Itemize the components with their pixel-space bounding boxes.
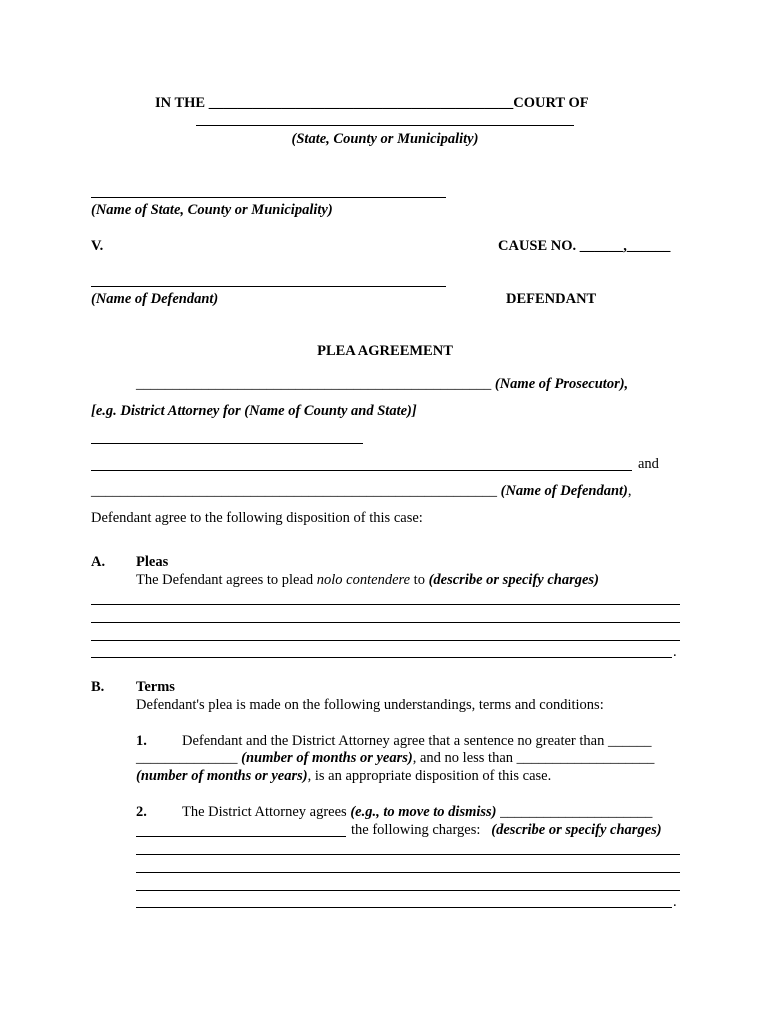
charges-caption: (describe or specify charges) — [428, 572, 599, 588]
pleas-text-to: to — [413, 572, 425, 588]
section-b-heading: Terms — [136, 679, 175, 695]
charges-period: . — [673, 644, 677, 660]
plaintiff-caption: (Name of State, County or Municipality) — [91, 202, 333, 218]
dismiss-charges-line-4[interactable] — [136, 907, 672, 908]
item-1-ending: , is an appropriate disposition of this case. — [307, 768, 552, 784]
state-line[interactable] — [196, 125, 574, 126]
and-word: and — [638, 456, 659, 472]
charges-line-2[interactable] — [91, 622, 680, 623]
pleas-text — [136, 572, 599, 589]
defendant-row — [91, 483, 632, 500]
dismiss-example: (e.g., to move to dismiss) — [350, 804, 497, 820]
prosecutor-caption: (Name of Prosecutor), — [494, 376, 629, 392]
max-sentence-blank[interactable]: ______________ — [136, 750, 238, 766]
court-name-blank[interactable]: __________________________________________ — [208, 95, 514, 111]
item-2-number: 2. — [136, 804, 147, 820]
charges-line-4[interactable] — [91, 657, 672, 658]
terms-intro: Defendant's plea is made on the following understandings, terms and conditions: — [136, 697, 604, 713]
describe-charges-caption: (describe or specify charges) — [491, 822, 662, 838]
section-a-letter: A. — [91, 554, 106, 570]
dismiss-charges-line-2[interactable] — [136, 872, 680, 873]
dismiss-charges-line-1[interactable] — [136, 854, 680, 855]
versus-label: V. — [91, 238, 104, 254]
defendant-blank[interactable]: ________________________________________________________ — [91, 483, 497, 499]
da-agrees-text: The District Attorney agrees — [182, 804, 347, 820]
page-title: PLEA AGREEMENT — [317, 343, 453, 359]
item-1-line-3 — [136, 768, 551, 785]
item-1-number: 1. — [136, 733, 147, 749]
item-1-line-2 — [136, 750, 654, 767]
charges-line-3[interactable] — [91, 640, 680, 641]
min-sentence-text: , and no less than ___________________ — [412, 750, 655, 766]
prosecutor-example: [e.g. District Attorney for (Name of County and State)] — [91, 403, 417, 419]
defendant-caption: (Name of Defendant) — [91, 291, 219, 307]
item-1-line-1: Defendant and the District Attorney agree that a sentence no greater than ______ — [182, 733, 652, 749]
following-charges-text: the following charges: — [351, 822, 481, 838]
defendant-label: DEFENDANT — [506, 291, 597, 307]
nolo-contendere: nolo contendere — [316, 572, 411, 588]
action-blank[interactable]: _____________________ — [500, 804, 653, 820]
min-sentence-caption: (number of months or years) — [136, 768, 308, 784]
max-sentence-caption: (number of months or years) — [241, 750, 413, 766]
court-of-label: COURT OF — [513, 95, 589, 111]
court-heading — [155, 95, 589, 112]
defendant-name-caption: (Name of Defendant) — [500, 483, 628, 499]
pleas-text-before: The Defendant agrees to plead — [136, 572, 314, 588]
prosecutor-row — [136, 376, 628, 393]
item-2-line-1 — [182, 804, 652, 821]
dismiss-period: . — [673, 894, 677, 910]
charges-line-1[interactable] — [91, 604, 680, 605]
plaintiff-line[interactable] — [91, 197, 446, 198]
section-b-letter: B. — [91, 679, 105, 695]
disposition-text: Defendant agree to the following disposition of this case: — [91, 510, 423, 526]
prosecutor-blank[interactable]: _________________________________________________ — [136, 376, 492, 392]
state-caption: (State, County or Municipality) — [291, 131, 479, 147]
dismiss-charges-line-3[interactable] — [136, 890, 680, 891]
action-line-2[interactable] — [136, 836, 346, 837]
in-the-label: IN THE — [155, 95, 206, 111]
item-2-line-2 — [351, 822, 662, 839]
second-party-line[interactable] — [91, 470, 632, 471]
section-a-heading: Pleas — [136, 554, 169, 570]
defendant-comma: , — [627, 483, 632, 499]
cause-number[interactable]: CAUSE NO. ______,______ — [498, 238, 671, 254]
defendant-name-line[interactable] — [91, 286, 446, 287]
prosecutor-title-line[interactable] — [91, 443, 363, 444]
